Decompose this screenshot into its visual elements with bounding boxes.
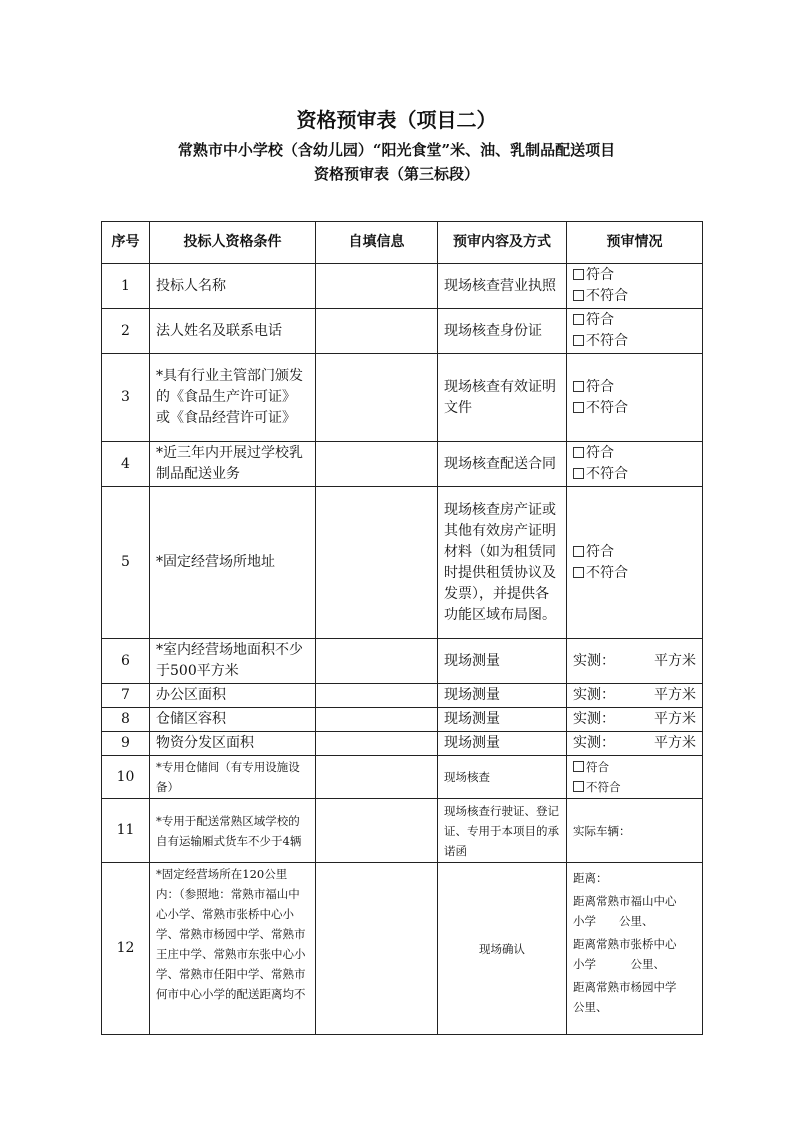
pass-label: 符合	[586, 267, 614, 283]
fail-checkbox[interactable]	[573, 777, 696, 797]
distance-cell[interactable]	[567, 863, 703, 1035]
self-info-cell[interactable]	[316, 863, 438, 1035]
row-condition: *固定经营场所地址	[150, 487, 316, 639]
measure-cell[interactable]	[567, 708, 703, 732]
row-number: 11	[102, 799, 150, 863]
row-number: 8	[102, 708, 150, 732]
measure-unit: 平方米	[654, 687, 696, 703]
checkbox-icon	[573, 781, 584, 792]
table-row	[102, 487, 703, 639]
distance-line: 距离常熟市福山中心	[573, 894, 677, 908]
pass-label: 符合	[586, 543, 614, 560]
measure-unit: 平方米	[654, 652, 696, 669]
checkbox-icon	[573, 546, 584, 557]
row-condition: *具有行业主管部门颁发的《食品生产许可证》或《食品经营许可证》	[150, 354, 316, 442]
row-number: 12	[102, 863, 150, 1035]
distance-line: 小学 公里、	[573, 957, 665, 971]
row-method: 现场确认	[438, 863, 567, 1035]
vehicle-count-cell[interactable]: 实际车辆：	[567, 799, 703, 863]
header-row	[102, 222, 703, 264]
row-number: 7	[102, 684, 150, 708]
fail-label: 不符合	[586, 780, 621, 794]
row-condition: *室内经营场地面积不少于500平方米	[150, 639, 316, 684]
fail-checkbox[interactable]	[573, 286, 696, 307]
distance-line: 小学 公里、	[573, 914, 654, 928]
checkbox-icon	[573, 269, 584, 280]
pass-label: 符合	[586, 378, 614, 395]
row-number: 2	[102, 309, 150, 354]
row-condition: 法人姓名及联系电话	[150, 309, 316, 354]
project-subtitle: 常熟市中小学校（含幼儿园）“阳光食堂”米、油、乳制品配送项目	[177, 141, 616, 159]
distance-label: 距离：	[573, 871, 608, 885]
form-subtitle: 资格预审表（第三标段）	[313, 165, 479, 183]
row-method: 现场核查身份证	[438, 309, 567, 354]
row-method: 现场核查配送合同	[438, 442, 567, 487]
checkbox-icon	[573, 335, 584, 346]
pass-checkbox[interactable]	[573, 443, 696, 464]
self-info-cell[interactable]	[316, 264, 438, 309]
row-condition: *近三年内开展过学校乳制品配送业务	[150, 442, 316, 487]
self-info-cell[interactable]	[316, 354, 438, 442]
row-method: 现场测量	[438, 732, 567, 756]
header-method: 预审内容及方式	[438, 222, 567, 264]
row-condition: *专用仓储间（有专用设施设备）	[150, 756, 316, 799]
result-cell	[567, 354, 703, 442]
page-title: 资格预审表（项目二）	[296, 108, 497, 132]
self-info-cell[interactable]	[316, 684, 438, 708]
checkbox-icon	[573, 447, 584, 458]
distance-line: 距离常熟市张桥中心	[573, 937, 677, 951]
row-method: 现场核查营业执照	[438, 264, 567, 309]
self-info-cell[interactable]	[316, 799, 438, 863]
table-row	[102, 309, 703, 354]
fail-label: 不符合	[586, 288, 628, 304]
row-condition: 仓储区容积	[150, 708, 316, 732]
fail-label: 不符合	[586, 466, 628, 482]
table-row	[102, 863, 703, 1035]
measure-prefix: 实测：	[573, 687, 615, 703]
result-cell	[567, 264, 703, 309]
row-method: 现场核查房产证或其他有效房产证明材料（如为租赁同时提供租赁协议及发票），并提供各功能区域布局图。	[438, 487, 567, 639]
row-condition: 物资分发区面积	[150, 732, 316, 756]
table-row	[102, 354, 703, 442]
checkbox-icon	[573, 567, 584, 578]
table-row	[102, 708, 703, 732]
row-number: 1	[102, 264, 150, 309]
fail-label: 不符合	[586, 333, 628, 349]
table-row	[102, 732, 703, 756]
measure-cell[interactable]	[567, 684, 703, 708]
row-method: 现场测量	[438, 684, 567, 708]
pass-label: 符合	[586, 760, 609, 774]
row-condition: *固定经营场所在120公里内：（参照地：常熟市福山中心小学、常熟市张桥中心小学、常熟市杨园中学、常熟市王庄中学、常熟市东张中心小学、常熟市任阳中学、常熟市何市中心小学的配送距离均不	[150, 863, 316, 1035]
pass-checkbox[interactable]	[573, 757, 696, 777]
row-method: 现场核查行驶证、登记证、专用于本项目的承诺函	[438, 799, 567, 863]
result-cell	[567, 756, 703, 799]
row-method: 现场核查	[438, 756, 567, 799]
pass-checkbox[interactable]	[573, 265, 696, 286]
row-number: 3	[102, 354, 150, 442]
table-row	[102, 442, 703, 487]
fail-label: 不符合	[586, 399, 628, 416]
self-info-cell[interactable]	[316, 639, 438, 684]
pass-checkbox[interactable]	[573, 310, 696, 331]
row-number: 9	[102, 732, 150, 756]
header-seq: 序号	[102, 222, 150, 264]
self-info-cell[interactable]	[316, 756, 438, 799]
row-method: 现场测量	[438, 708, 567, 732]
measure-unit: 平方米	[654, 711, 696, 727]
row-number: 4	[102, 442, 150, 487]
distance-line: 公里、	[573, 1000, 608, 1014]
measure-cell[interactable]	[567, 639, 703, 684]
pass-label: 符合	[586, 445, 614, 461]
checkbox-icon	[573, 290, 584, 301]
row-number: 10	[102, 756, 150, 799]
measure-unit: 平方米	[654, 735, 696, 751]
measure-prefix: 实测：	[573, 735, 615, 751]
result-cell	[567, 487, 703, 639]
row-method: 现场核查有效证明文件	[438, 354, 567, 442]
pass-checkbox[interactable]	[573, 377, 696, 398]
pass-checkbox[interactable]	[573, 542, 696, 563]
measure-prefix: 实测：	[573, 711, 615, 727]
row-method: 现场测量	[438, 639, 567, 684]
measure-cell[interactable]	[567, 732, 703, 756]
header-result: 预审情况	[567, 222, 703, 264]
row-number: 5	[102, 487, 150, 639]
self-info-cell[interactable]	[316, 309, 438, 354]
row-number: 6	[102, 639, 150, 684]
header-self-info: 自填信息	[316, 222, 438, 264]
table-row	[102, 684, 703, 708]
table-row	[102, 264, 703, 309]
fail-checkbox[interactable]	[573, 464, 696, 485]
checkbox-icon	[573, 381, 584, 392]
checkbox-icon	[573, 314, 584, 325]
qualification-table	[101, 221, 703, 1035]
checkbox-icon	[573, 402, 584, 413]
table-row	[102, 639, 703, 684]
self-info-cell[interactable]	[316, 442, 438, 487]
self-info-cell[interactable]	[316, 487, 438, 639]
row-condition: 办公区面积	[150, 684, 316, 708]
header-condition: 投标人资格条件	[150, 222, 316, 264]
fail-checkbox[interactable]	[573, 331, 696, 352]
checkbox-icon	[573, 468, 584, 479]
table-row	[102, 799, 703, 863]
result-cell	[567, 442, 703, 487]
table-row	[102, 756, 703, 799]
self-info-cell[interactable]	[316, 708, 438, 732]
checkbox-icon	[573, 761, 584, 772]
fail-label: 不符合	[586, 564, 628, 581]
fail-checkbox[interactable]	[573, 398, 696, 419]
row-condition: *专用于配送常熟区域学校的自有运输厢式货车不少于4辆	[150, 799, 316, 863]
pass-label: 符合	[586, 312, 614, 328]
distance-line: 距离常熟市杨园中学	[573, 980, 677, 994]
measure-prefix: 实测：	[573, 652, 615, 669]
result-cell	[567, 309, 703, 354]
fail-checkbox[interactable]	[573, 563, 696, 584]
self-info-cell[interactable]	[316, 732, 438, 756]
row-condition: 投标人名称	[150, 264, 316, 309]
